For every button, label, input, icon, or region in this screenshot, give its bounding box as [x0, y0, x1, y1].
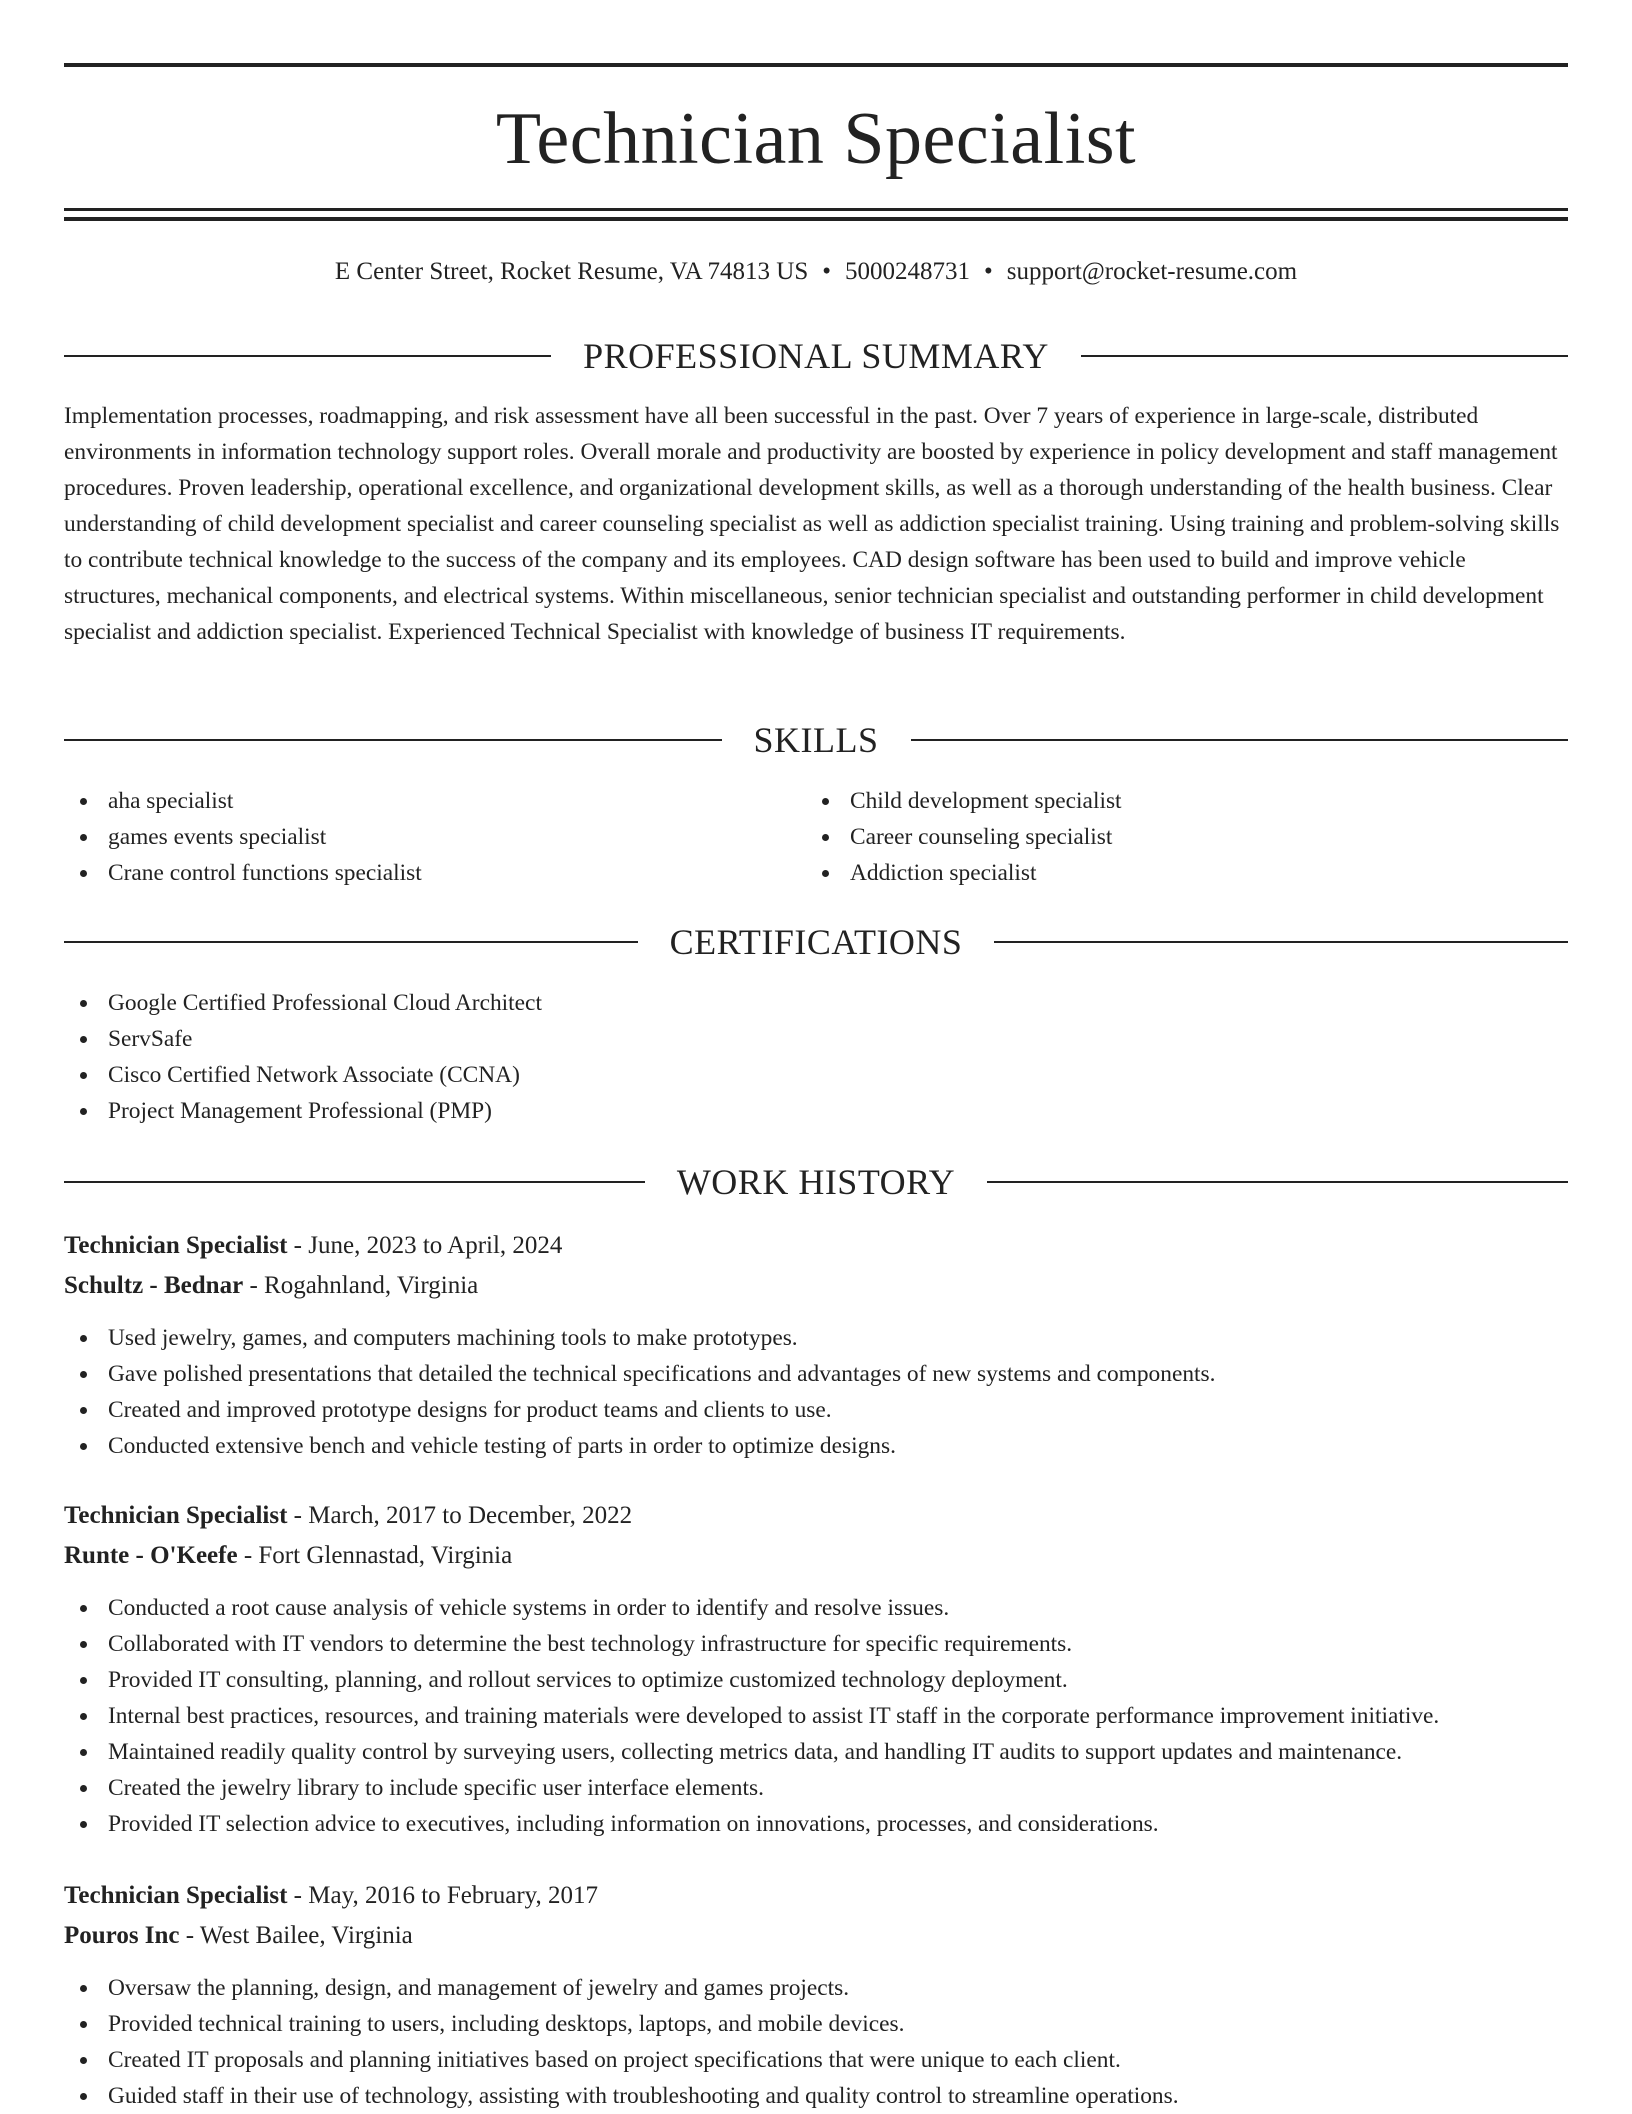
heading-rule: [994, 941, 1568, 943]
contact-line: [64, 254, 1568, 290]
job-bullet: Oversaw the planning, design, and management of jewelry and games projects.: [64, 1970, 1568, 2006]
header-top-rule: [64, 63, 1568, 67]
job-bullet: Conducted a root cause analysis of vehicle systems in order to identify and resolve issues.: [64, 1590, 1568, 1626]
certifications-list: [64, 985, 542, 1129]
certification-item: ServSafe: [64, 1021, 542, 1057]
job-company: Schultz - Bednar: [64, 1272, 244, 1299]
job-bullet: Provided technical training to users, including desktops, laptops, and mobile devices.: [64, 2006, 1568, 2042]
job-title: Technician Specialist: [64, 1882, 288, 1909]
skill-item: Child development specialist: [806, 783, 1122, 819]
certification-item: Google Certified Professional Cloud Architect: [64, 985, 542, 1021]
job-company: Pouros Inc: [64, 1922, 180, 1949]
job-company: Runte - O'Keefe: [64, 1542, 238, 1569]
job-bullet: Created IT proposals and planning initiatives based on project specifications that were unique to each client.: [64, 2042, 1568, 2078]
certification-item: Cisco Certified Network Associate (CCNA): [64, 1057, 542, 1093]
heading-rule: [911, 739, 1569, 741]
job-bullet: Maintained readily quality control by surveying users, collecting metrics data, and handling IT audits to support updates and maintenance.: [64, 1734, 1568, 1770]
heading-rule: [987, 1181, 1568, 1183]
job-entry: [64, 1228, 1568, 1464]
job-bullets: [64, 1970, 1568, 2114]
job-company-line: [64, 1918, 1568, 1954]
heading-rule: [64, 941, 638, 943]
section-title: PROFESSIONAL SUMMARY: [583, 336, 1049, 376]
job-bullet: Collaborated with IT vendors to determine the best technology infrastructure for specific requirements.: [64, 1626, 1568, 1662]
skill-item: Crane control functions specialist: [64, 855, 422, 891]
skills-list-left: [64, 783, 422, 891]
certification-item: Project Management Professional (PMP): [64, 1093, 542, 1129]
contact-address: E Center Street, Rocket Resume, VA 74813 US: [334, 258, 809, 285]
job-title-line: [64, 1878, 1568, 1914]
skill-item: Career counseling specialist: [806, 819, 1122, 855]
section-title: WORK HISTORY: [676, 1162, 956, 1202]
job-location: - Rogahnland, Virginia: [243, 1272, 479, 1299]
job-bullets: [64, 1590, 1568, 1842]
contact-email: support@rocket-resume.com: [1006, 258, 1298, 285]
job-title: Technician Specialist: [64, 1232, 288, 1259]
job-bullet: Gave polished presentations that detailed the technical specifications and advantages of new systems and components.: [64, 1356, 1568, 1392]
job-dates: - March, 2017 to December, 2022: [287, 1502, 633, 1529]
job-bullet: Provided IT consulting, planning, and rollout services to optimize customized technology deployment.: [64, 1662, 1568, 1698]
section-heading-skills: [64, 718, 1568, 762]
job-bullet: Conducted extensive bench and vehicle testing of parts in order to optimize designs.: [64, 1428, 1568, 1464]
section-heading-work-history: [64, 1160, 1568, 1204]
skill-item: aha specialist: [64, 783, 422, 819]
heading-rule: [64, 355, 551, 357]
job-entry: [64, 1878, 1568, 2114]
contact-separator: •: [822, 258, 832, 285]
heading-rule: [64, 739, 722, 741]
job-dates: - June, 2023 to April, 2024: [287, 1232, 563, 1259]
job-bullet: Internal best practices, resources, and training materials were developed to assist IT staff in the corporate performance improvement initiative.: [64, 1698, 1568, 1734]
section-heading-certifications: [64, 920, 1568, 964]
job-entry: [64, 1498, 1568, 1842]
heading-rule: [1081, 355, 1568, 357]
job-bullets: [64, 1320, 1568, 1464]
section-title: CERTIFICATIONS: [669, 922, 963, 962]
heading-rule: [64, 1181, 645, 1183]
job-title-line: [64, 1228, 1568, 1264]
section-title: SKILLS: [753, 720, 879, 760]
job-location: - West Bailee, Virginia: [179, 1922, 413, 1949]
skill-item: Addiction specialist: [806, 855, 1122, 891]
job-bullet: Provided IT selection advice to executives, including information on innovations, processes, and considerations.: [64, 1806, 1568, 1842]
header-double-rule: [64, 208, 1568, 221]
job-dates: - May, 2016 to February, 2017: [287, 1882, 599, 1909]
contact-separator: •: [984, 258, 993, 285]
job-location: - Fort Glennastad, Virginia: [237, 1542, 513, 1569]
job-title: Technician Specialist: [64, 1502, 288, 1529]
job-company-line: [64, 1268, 1568, 1304]
job-company-line: [64, 1538, 1568, 1574]
job-bullet: Created the jewelry library to include specific user interface elements.: [64, 1770, 1568, 1806]
job-bullet: Used jewelry, games, and computers machining tools to make prototypes.: [64, 1320, 1568, 1356]
contact-phone: 5000248731: [845, 258, 971, 285]
skills-list-right: [806, 783, 1122, 891]
section-heading-summary: [64, 334, 1568, 378]
skill-item: games events specialist: [64, 819, 422, 855]
job-bullet: Guided staff in their use of technology, assisting with troubleshooting and quality control to streamline operations.: [64, 2078, 1568, 2114]
job-title-line: [64, 1498, 1568, 1534]
summary-paragraph: Implementation processes, roadmapping, and risk assessment have all been successful in the past. Over 7 years of experience in large-scale, distributed environments in information technology support roles. Overall morale and productivity are boosted by experience in policy development and staff management procedures. Proven leadership, operational excellence, and organizational development skills, as well as a thorough understanding of the health business. Clear understanding of child development specialist and career counseling specialist as well as addiction specialist training. Using training and problem-solving skills to contribute technical knowledge to the success of the company and its employees. CAD design software has been used to build and improve vehicle structures, mechanical components, and electrical systems. Within miscellaneous, senior technician specialist and outstanding performer in child development specialist and addiction specialist. Experienced Technical Specialist with knowledge of business IT requirements.: [64, 403, 1560, 645]
job-bullet: Created and improved prototype designs for product teams and clients to use.: [64, 1392, 1568, 1428]
candidate-name: Technician Specialist: [495, 98, 1137, 180]
